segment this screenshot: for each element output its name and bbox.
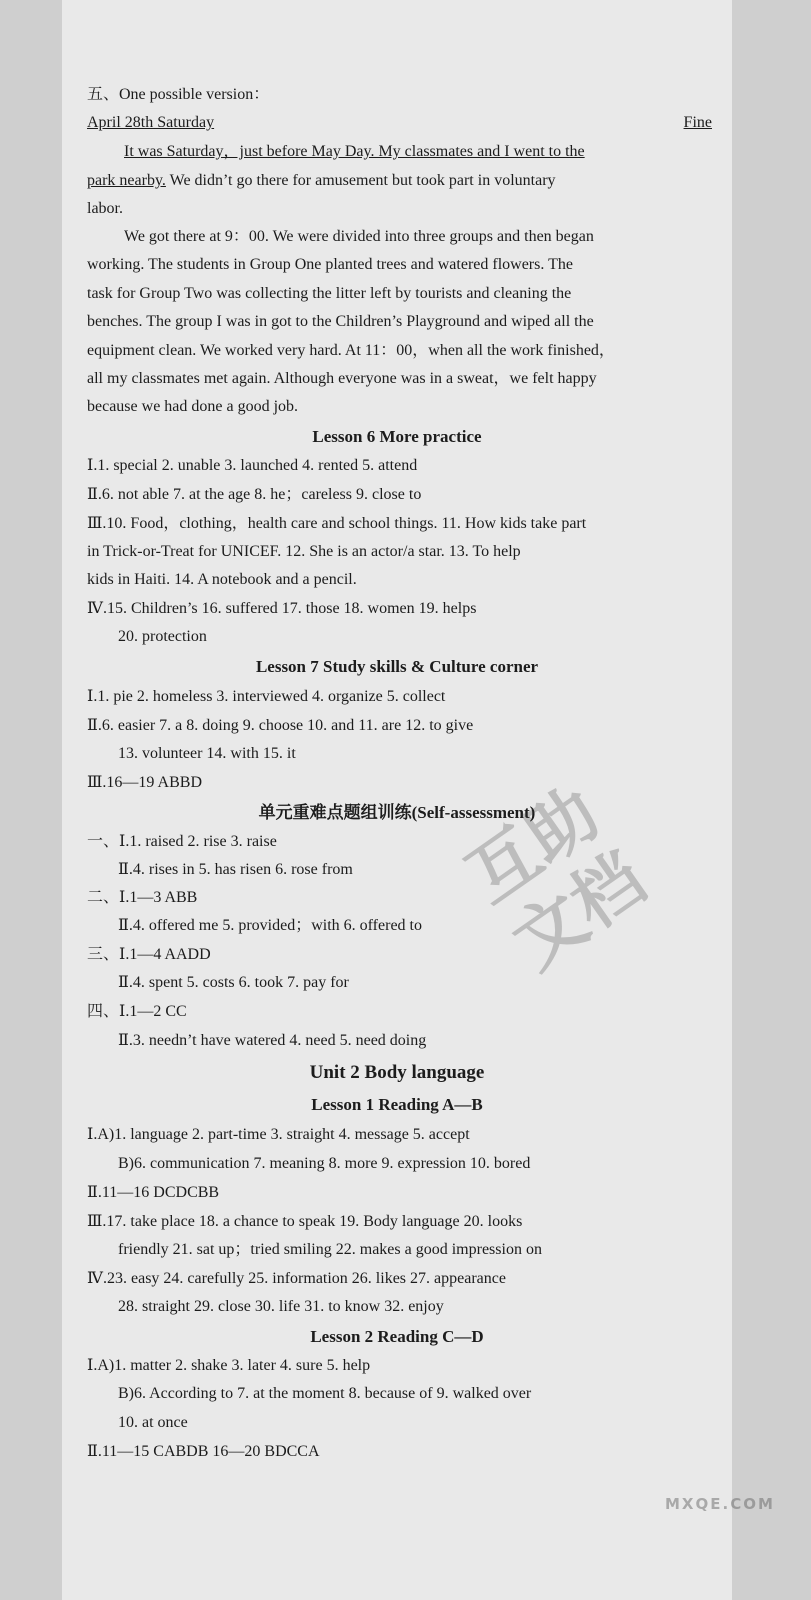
essay-line: working. The students in Group One planted trees and watered flowers. The bbox=[87, 256, 573, 273]
answer-line: 三、Ⅰ.1—4 AADD bbox=[87, 946, 211, 963]
answer-line: Ⅰ.A)1. language 2. part-time 3. straight 4. message 5. accept bbox=[87, 1126, 470, 1143]
answer-line: Ⅰ.1. pie 2. homeless 3. interviewed 4. organize 5. collect bbox=[87, 688, 446, 705]
answer-line: kids in Haiti. 14. A notebook and a pencil. bbox=[87, 571, 357, 588]
essay-heading: 五、One possible version： bbox=[87, 86, 270, 103]
lesson-2-title: Lesson 2 Reading C—D bbox=[310, 1327, 484, 1346]
answer-line: Ⅱ.6. not able 7. at the age 8. he；careless 9. close to bbox=[87, 486, 422, 503]
watermark-stamp: 互助文档 bbox=[452, 771, 660, 985]
lesson-1-title: Lesson 1 Reading A—B bbox=[311, 1095, 483, 1114]
answer-line: in Trick-or-Treat for UNICEF. 12. She is an actor/a star. 13. To help bbox=[87, 543, 521, 560]
answer-line: Ⅱ.4. offered me 5. provided；with 6. offered to bbox=[118, 917, 422, 934]
essay-line: because we had done a good job. bbox=[87, 398, 299, 415]
lesson-6-title: Lesson 6 More practice bbox=[312, 427, 482, 446]
answer-line: Ⅰ.A)1. matter 2. shake 3. later 4. sure 5. help bbox=[87, 1357, 371, 1374]
answer-line: 四、Ⅰ.1—2 CC bbox=[87, 1003, 187, 1020]
answer-line: Ⅱ.6. easier 7. a 8. doing 9. choose 10. and 11. are 12. to give bbox=[87, 717, 474, 734]
answer-line: B)6. communication 7. meaning 8. more 9. expression 10. bored bbox=[118, 1155, 531, 1172]
essay-date-line bbox=[87, 112, 712, 134]
answer-line: Ⅱ.11—16 DCDCBB bbox=[87, 1184, 220, 1201]
answer-line: 一、Ⅰ.1. raised 2. rise 3. raise bbox=[87, 833, 277, 850]
answer-line: 10. at once bbox=[118, 1414, 188, 1431]
self-assessment-title: 单元重难点题组训练(Self-assessment) bbox=[258, 803, 536, 822]
essay-text: We didn’t go there for amusement but took part in voluntary bbox=[165, 172, 556, 189]
unit-2-title: Unit 2 Body language bbox=[309, 1062, 485, 1083]
answer-line: 28. straight 29. close 30. life 31. to know 32. enjoy bbox=[118, 1298, 444, 1315]
essay-weather: Fine bbox=[683, 114, 712, 131]
answer-line: Ⅳ.23. easy 24. carefully 25. information 26. likes 27. appearance bbox=[87, 1270, 506, 1287]
answer-line: Ⅱ.4. rises in 5. has risen 6. rose from bbox=[118, 861, 353, 878]
answer-line: Ⅱ.11—15 CABDB 16—20 BDCCA bbox=[87, 1443, 320, 1460]
essay-line: equipment clean. We worked very hard. At 11：00，when all the work finished， bbox=[87, 342, 615, 359]
answer-line: Ⅰ.1. special 2. unable 3. launched 4. rented 5. attend bbox=[87, 457, 418, 474]
answer-line: friendly 21. sat up；tried smiling 22. makes a good impression on bbox=[118, 1241, 542, 1258]
answer-key-page bbox=[62, 0, 732, 1600]
answer-line: 20. protection bbox=[118, 628, 207, 645]
answer-line: Ⅱ.3. needn’t have watered 4. need 5. need doing bbox=[118, 1032, 427, 1049]
essay-line bbox=[87, 170, 712, 192]
answer-line: 二、Ⅰ.1—3 ABB bbox=[87, 889, 198, 906]
answer-line: 13. volunteer 14. with 15. it bbox=[118, 745, 296, 762]
essay-line: benches. The group I was in got to the Children’s Playground and wiped all the bbox=[87, 313, 594, 330]
lesson-7-title: Lesson 7 Study skills & Culture corner bbox=[255, 657, 539, 676]
site-logo: MXQE.COM bbox=[665, 1495, 775, 1513]
answer-line: Ⅳ.15. Children’s 16. suffered 17. those 18. women 19. helps bbox=[87, 600, 477, 617]
essay-date: April 28th Saturday bbox=[87, 114, 215, 131]
answer-line: Ⅱ.4. spent 5. costs 6. took 7. pay for bbox=[118, 974, 349, 991]
essay-underlined-text: park nearby. bbox=[87, 172, 166, 189]
essay-line: labor. bbox=[87, 200, 123, 217]
answer-line: B)6. According to 7. at the moment 8. because of 9. walked over bbox=[118, 1385, 532, 1402]
essay-line: We got there at 9：00. We were divided into three groups and then began bbox=[124, 228, 594, 245]
answer-line: Ⅲ.16—19 ABBD bbox=[87, 774, 202, 791]
essay-line: It was Saturday，just before May Day. My classmates and I went to the bbox=[124, 143, 585, 160]
answer-line: Ⅲ.10. Food，clothing，health care and school things. 11. How kids take part bbox=[87, 515, 587, 532]
essay-line: task for Group Two was collecting the litter left by tourists and cleaning the bbox=[87, 285, 572, 302]
answer-line: Ⅲ.17. take place 18. a chance to speak 19. Body language 20. looks bbox=[87, 1213, 523, 1230]
essay-line: all my classmates met again. Although everyone was in a sweat，we felt happy bbox=[87, 370, 597, 387]
